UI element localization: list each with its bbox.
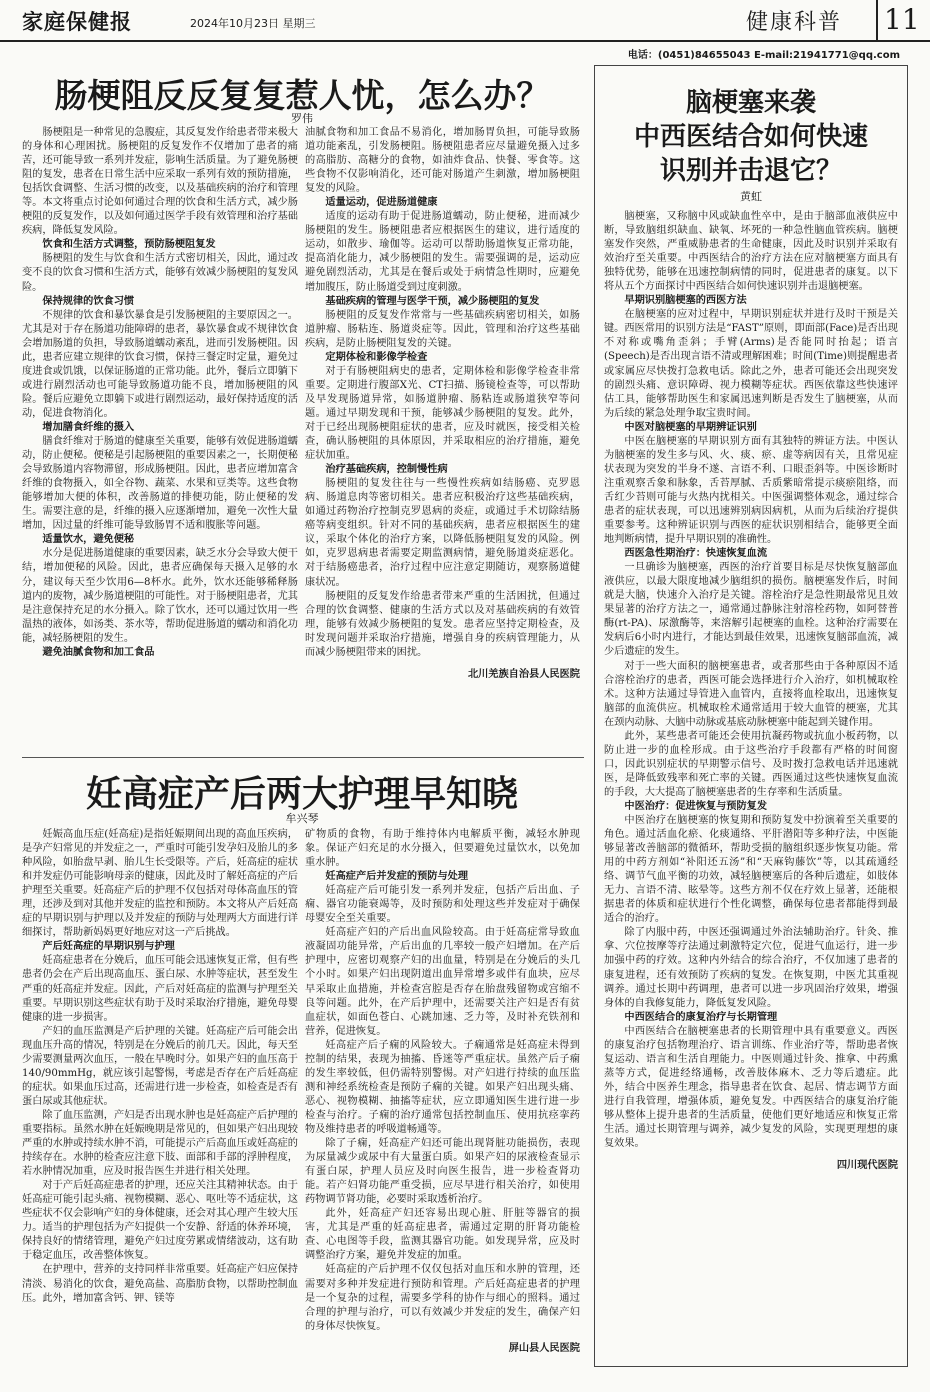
paragraph: 妊高症产后子痫的风险较大。子痫通常是妊高症未得到控制的结果，表现为抽搐、昏迷等严重症状。虽然产后子痫的发生率较低，但仍需特别警惕。对产妇进行持续的血压监测和神经系统检查是预防子痫的关键。如果产妇出现头痛、恶心、视物模糊、抽搐等症状，应立即通知医生进行进一步检查与治疗。子痫的治疗通常包括控制血压、使用抗痉挛药物及维持患者的呼吸道畅通等。 [305,1039,580,1135]
subheading: 早期识别脑梗塞的西医方法 [624,295,747,307]
contact-info: 电话：(0451)84655043 E-mail:21941771@qq.com [627,50,900,61]
page-number: 11 [876,0,920,40]
paragraph: 对于产后妊高症患者的护理，还应关注其精神状态。由于妊高症可能引起头痛、视物模糊、恶心、呕吐等不适症状，这些症状不仅会影响产妇的身体健康，还会对其心理产生较大压力。适当的护理包括为产妇提供一个安静、舒适的休养环境，保持良好的情绪管理，避免产妇过度劳累或情绪波动，这有助于稳定血压，改善整体恢复。 [22,1180,298,1262]
paragraph: 不规律的饮食和暴饮暴食是引发肠梗阻的主要原因之一。尤其是对于存在肠道功能障碍的患者，暴饮暴食或不规律饮食会增加肠道的负担，导致肠道蠕动紊乱，进而引发肠梗阻。因此，患者应建立规律的饮食习惯，保持三餐定时定量，避免过度进食或饥饿，以保证肠道的正常功能。此外，餐后立即躺下或进行剧烈活动也可能导致肠道功能不良，增加肠梗阻的风险。餐后应避免立即躺下或进行剧烈运动，最好保持适度的活动，促进食物消化。 [22,309,298,419]
subheading: 适量饮水，避免便秘 [42,534,135,546]
article3-title-line-2: 中西医结合如何快速 [633,122,868,152]
subheading: 保持规律的饮食习惯 [42,295,135,307]
article3-title-line-3: 识别并击退它？ [659,156,842,186]
article2-title: 妊高症产后两大护理早知晓 [85,773,518,815]
paragraph: 油腻食物和加工食品不易消化，增加肠胃负担，可能导致肠道功能紊乱，引发肠梗阻。肠梗阻患者应尽量避免摄入过多的高脂肪、高糖分的食物，如油炸食品、快餐、零食等。这些食物不仅影响消化，还可能对肠道产生刺激，增加肠梗阻复发的风险。 [305,127,580,195]
article2-column-1 [22,828,298,1376]
subheading: 增加膳食纤维的摄入 [42,421,135,433]
paragraph: 此外，妊高症产妇还容易出现心脏、肝脏等器官的损害，尤其是严重的妊高症患者，需通过定期的肝肾功能检查、心电图等手段，监测其器官功能。如发现异常，应及时调整治疗方案，避免并发症的加重。 [305,1208,580,1262]
subheading: 妊高症产后并发症的预防与处理 [325,871,469,883]
article3-title-line-1: 脑梗塞来袭 [685,88,816,118]
subheading: 饮食和生活方式调整，预防肠梗阻复发 [42,239,216,251]
subheading: 中医治疗：促进恢复与预防复发 [624,800,768,812]
paragraph: 妊娠高血压症(妊高症)是指妊娠期间出现的高血压疾病，是孕产妇常见的并发症之一，严重时可能引发孕妇及胎儿的多种风险，如胎盘早剥、胎儿生长受限等。产后，妊高症的症状和并发症仍可能影响母亲的健康，因此及时了解妊高症的产后护理至关重要。妊高症产后的护理不仅包括对母体高血压的管理，还涉及到对其他并发症的监控和预防。本文将从产后妊高症的早期识别与护理以及并发症的预防与处理两大方面进行详细探讨，帮助新妈妈更好地应对这一产后挑战。 [22,829,298,939]
paragraph: 在护理中，营养的支持同样非常重要。妊高症产妇应保持清淡、易消化的饮食，避免高盐、高脂肪食物，以帮助控制血压。此外，增加富含钙、钾、镁等 [22,1264,298,1304]
subheading: 产后妊高症的早期识别与护理 [42,941,175,953]
article-divider [22,757,584,758]
paragraph: 适度的运动有助于促进肠道蠕动，防止便秘，进而减少肠梗阻的发生。肠梗阻患者应根据医生的建议，进行适度的运动，如散步、瑜伽等。运动可以帮助肠道恢复正常功能，提高消化能力，减少肠梗阻的发生。需要强调的是，运动应避免剧烈活动，尤其是在餐后或处于病情急性期时，应避免增加腹压，防止肠道受到过度刺激。 [305,211,580,293]
article3-author: 黄虹 [740,190,762,203]
paragraph: 除了内服中药，中医还强调通过外治法辅助治疗。针灸、推拿、穴位按摩等疗法通过刺激特定穴位，促进气血运行，进一步加强中药的疗效。这种内外结合的综合治疗，不仅加速了患者的康复进程，还有效预防了疾病的复发。在恢复期，中医尤其重视调养。通过长期中药调理，患者可以进一步巩固治疗效果，增强身体的自我修复能力，降低复发风险。 [604,927,898,1009]
article2-author: 牟兴琴 [285,812,319,825]
article2-column-2 [305,828,580,1376]
paragraph: 妊高症的产后护理不仅仅包括对血压和水肿的管理，还需要对多种并发症进行预防和管理。产后妊高症患者的护理是一个复杂的过程，需要多学科的协作与细心的照料。通过合理的护理与治疗，可以有效减少并发症的发生，确保产妇的身体尽快恢复。 [305,1264,580,1332]
issue-date: 2024年10月23日 星期三 [190,17,316,30]
paragraph: 肠梗阻的反复发作给患者带来严重的生活困扰，但通过合理的饮食调整、健康的生活方式以及对基础疾病的有效管理，能够有效减少肠梗阻的复发。患者应坚持定期检查，及时发现问题并采取治疗措施，增强自身的疾病管理能力，从而减少肠梗阻带来的困扰。 [305,590,580,658]
paragraph: 肠梗阻的发生与饮食和生活方式密切相关，因此，通过改变不良的饮食习惯和生活方式，能够有效减少肠梗阻的复发风险。 [22,253,298,293]
subheading: 西医急性期治疗：快速恢复血流 [624,548,768,560]
subheading: 治疗基础疾病，控制慢性病 [325,464,448,476]
article1-column-1 [22,126,298,742]
paragraph: 对于有肠梗阻病史的患者，定期体检和影像学检查非常重要。定期进行腹部X光、CT扫描、肠镜检查等，可以帮助及早发现肠道异常，如肠道肿瘤、肠粘连或肠道狭窄等问题。通过早期发现和干预，能够减少肠梗阻的复发。此外，对于已经出现肠梗阻症状的患者，应及时就医，接受相关检查，确认肠梗阻的具体原因，并采取相应的治疗措施，避免症状加重。 [305,365,580,462]
paragraph: 肠梗阻的反复发作常常与一些基础疾病密切相关，如肠道肿瘤、肠粘连、肠道炎症等。因此，管理和治疗这些基础疾病，是防止肠梗阻复发的关键。 [305,309,580,349]
paragraph: 妊高症产后可能引发一系列并发症，包括产后出血、子痫、器官功能衰竭等，及时预防和处理这些并发症对于确保母婴安全至关重要。 [305,885,580,925]
subheading: 避免油腻食物和加工食品 [42,646,155,658]
paragraph: 妊高症产妇的产后出血风险较高。由于妊高症常导致血液凝固功能异常，产后出血的几率较一般产妇增加。在产后护理中，应密切观察产妇的出血量，特别是在分娩后的头几个小时。如果产妇出现阴道出血异常增多或伴有血块，应尽早采取止血措施，并检查宫腔是否存在胎盘残留物或宫缩不良等问题。此外，在产后护理中，还需要关注产妇是否有贫血症状，如面色苍白、心跳加速、乏力等，及时补充铁剂和营养，促进恢复。 [305,927,580,1037]
article1-author: 罗伟 [291,112,313,125]
source-hospital: 四川现代医院 [836,1160,898,1172]
paragraph: 除了子痫，妊高症产妇还可能出现肾脏功能损伤，表现为尿量减少或尿中有大量蛋白质。如果产妇的尿液检查显示有蛋白尿，护理人员应及时向医生报告，进一步检查肾功能。若产妇肾功能严重受损，应尽早进行相关治疗，如使用药物调节肾功能，必要时采取透析治疗。 [305,1138,580,1206]
paragraph: 中医在脑梗塞的早期识别方面有其独特的辨证方法。中医认为脑梗塞的发生多与风、火、痰、瘀、虚等病因有关，且常见症状表现为突发的半身不遂、言语不利、口眼歪斜等。中医诊断时注重观察舌象和脉象，舌苔厚腻、舌质紫暗常提示痰瘀阻络，而舌红少苔则可能与火热内扰相关。中医强调整体观念，通过综合患者的症状表现，可以迅速辨别病因病机，从而为后续治疗提供重要参考。这种辨证识别与西医的症状识别相结合，能够更全面地判断病情，提升早期识别的准确性。 [604,435,898,546]
subheading: 定期体检和影像学检查 [325,351,428,363]
paragraph: 产妇的血压监测是产后护理的关键。妊高症产后可能会出现血压升高的情况，特别是在分娩后的前几天。因此，每天至少需要测量两次血压，一般在早晚时分。如果产妇的血压高于140/90mmHg，就应该引起警惕，考虑是否存在产后妊高症的症状。如果血压过高，还需进行进一步检查，如检查是否有蛋白尿或其他症状。 [22,1025,298,1107]
newspaper-name: 家庭保健报 [22,9,132,34]
section-name: 健康科普 [746,10,843,35]
masthead [0,0,930,42]
paragraph: 在脑梗塞的应对过程中，早期识别症状并进行及时干预是关键。西医常用的识别方法是“FAST”原则，即面部(Face)是否出现不对称或嘴角歪斜；手臂(Arms)是否能同时抬起；语言(Speech)是否出现言语不清或理解困难；时间(Time)则提醒患者或家属应尽快拨打急救电话。除此之外，患者可能还会出现突发的剧烈头痛、意识障碍、视力模糊等症状。西医依靠这些快速评估工具，能够帮助医生和家属迅速判断是否发生了脑梗塞，从而为后续的紧急处理争取宝贵时间。 [604,309,898,419]
paragraph: 中西医结合在脑梗塞患者的长期管理中具有重要意义。西医的康复治疗包括物理治疗、语言训练、作业治疗等，帮助患者恢复运动、语言和生活自理能力。中医则通过针灸、推拿、中药熏蒸等方式，促进经络通畅，改善肢体麻木、乏力等后遗症。此外，结合中医养生理念，指导患者在饮食、起居、情志调节方面进行自我管理，增强体质，避免复发。中西医结合的康复治疗能够从整体上提升患者的生活质量，使他们更好地适应和恢复正常生活。通过长期管理与调养，减少复发的风险，实现更理想的康复效果。 [604,1025,898,1150]
subheading: 中医对脑梗塞的早期辨证识别 [624,421,757,433]
paragraph: 肠梗阻的复发往往与一些慢性疾病如结肠癌、克罗恩病、肠道息肉等密切相关。患者应积极治疗这些基础疾病，如通过药物治疗控制克罗恩病的炎症，或通过手术切除结肠癌等病变组织。针对不同的基础疾病，患者应根据医生的建议，采取个体化的治疗方案，以降低肠梗阻复发的风险。例如，克罗恩病患者需要定期监测病情，避免肠道炎症恶化。对于结肠癌患者，治疗过程中应注意定期随访，观察肠道健康状况。 [305,478,580,588]
paragraph: 对于一些大面积的脑梗塞患者，或者那些由于各种原因不适合溶栓治疗的患者，西医可能会选择进行介入治疗，如机械取栓术。这种方法通过导管进入血管内，直接将血栓取出，迅速恢复脑部的血流供应。机械取栓术通常适用于较大血管的梗塞，尤其在颈内动脉、大脑中动脉或基底动脉梗塞中能起到关键作用。 [604,660,898,728]
subheading: 中西医结合的康复治疗与长期管理 [624,1011,778,1023]
article1-column-2 [305,126,580,750]
source-hospital: 屏山县人民医院 [508,1342,580,1354]
article1-title: 肠梗阻反反复复惹人忧，怎么办？ [54,76,550,115]
subheading: 适量运动，促进肠道健康 [325,197,438,209]
paragraph: 中医治疗在脑梗塞的恢复期和预防复发中扮演着至关重要的角色。通过活血化瘀、化痰通络、平肝潜阳等多种疗法，中医能够显著改善脑部的微循环，帮助受损的脑组织逐步恢复功能。常用的中药方剂如“补阳还五汤”和“天麻钩藤饮”等，以其疏通经络、调节气血平衡的功效，减轻脑梗塞后的各种后遗症，如肢体无力、言语不清、眩晕等。这些方剂不仅在疗效上显著，还能根据患者的体质和症状进行个性化调整，确保每位患者都能得到最适合的治疗。 [604,815,898,925]
article3-title [596,86,906,188]
paragraph: 除了血压监测，产妇是否出现水肿也是妊高症产后护理的重要指标。虽然水肿在妊娠晚期是常见的，但如果产妇出现较严重的水肿或持续水肿不消，可能提示产后高血压或妊高症的持续存在。水肿的检查应注意下肢、面部和手部的浮肿程度，若水肿情况加重，应及时报告医生并进行相关处理。 [22,1109,298,1178]
paragraph: 脑梗塞，又称脑中风或缺血性卒中，是由于脑部血液供应中断，导致脑组织缺血、缺氧、坏死的一种急性脑血管疾病。脑梗塞发作突然，严重威胁患者的生命健康，因此及时识别并采取有效治疗至关重要。中西医结合的治疗方法在应对脑梗塞方面具有独特优势，能够在迅速控制病情的同时，促进患者的康复。以下将从五个方面探讨中西医结合如何快速识别并击退脑梗塞。 [604,211,898,293]
article3-body [604,210,898,1360]
paragraph: 水分是促进肠道健康的重要因素，缺乏水分会导致大便干结，增加便秘的风险。因此，患者应确保每天摄入足够的水分，建议每天至少饮用6—8杯水。此外，饮水还能够稀释肠道内的废物，减少肠道梗阻的可能性。对于肠梗阻患者，尤其是注意保持充足的水分摄入。除了饮水，还可以通过饮用一些温热的液体，如汤类、茶水等，帮助促进肠道的蠕动和消化功能，减轻肠梗阻的发生。 [22,548,298,644]
paragraph: 肠梗阻是一种常见的急腹症，其反复发作给患者带来极大的身体和心理困扰。肠梗阻的反复发作不仅增加了患者的痛苦，还可能导致一系列并发症，影响生活质量。为了避免肠梗阻的复发，患者在日常生活中应采取一系列有效的预防措施，包括饮食调整、生活习惯的改变，以及基础疾病的治疗和管理等。本文将重点讨论如何通过合理的饮食和生活方式，减少肠梗阻的反复发作，以及如何通过医学手段有效管理和治疗基础疾病，降低复发风险。 [22,127,298,237]
paragraph: 矿物质的食物，有助于维持体内电解质平衡，减轻水肿现象。保证产妇充足的水分摄入，但要避免过量饮水，以免加重水肿。 [305,829,580,869]
paragraph: 此外，某些患者可能还会使用抗凝药物或抗血小板药物，以防止进一步的血栓形成。由于这些治疗手段都有严格的时间窗口，因此识别症状的早期警示信号、及时拨打急救电话并迅速就医，是降低致残率和死亡率的关键。西医通过这些快速恢复血流的手段，大大提高了脑梗塞患者的生存率和生活质量。 [604,730,898,798]
paragraph: 妊高症患者在分娩后，血压可能会迅速恢复正常，但有些患者仍会在产后出现高血压、蛋白尿、水肿等症状，甚至发生严重的妊高症并发症。因此，产后对妊高症的监测与护理至关重要。早期识别这些症状有助于及时采取治疗措施，避免母婴健康的进一步损害。 [22,955,298,1023]
subheading: 基础疾病的管理与医学干预，减少肠梗阻的复发 [325,295,540,307]
paragraph: 膳食纤维对于肠道的健康至关重要，能够有效促进肠道蠕动，防止便秘。便秘是引起肠梗阻的重要因素之一，长期便秘会导致肠道内容物滞留，形成肠梗阻。因此，患者应增加富含纤维的食物摄入，如全谷物、蔬菜、水果和豆类等。这些食物能够增加大便的体积，改善肠道的排便功能，防止便秘的发生。需要注意的是，纤维的摄入应逐渐增加，避免一次性大量增加，因过量的纤维可能导致肠胃不适和腹胀等问题。 [22,436,298,532]
source-hospital: 北川羌族自治县人民医院 [467,668,580,680]
paragraph: 一旦确诊为脑梗塞，西医的治疗首要目标是尽快恢复脑部血液供应，以最大限度地减少脑组织的损伤。脑梗塞发作后，时间就是大脑，快速介入治疗是关键。溶栓治疗是急性期最常见且效果显著的治疗方法之一，通常通过静脉注射溶栓药物，如阿替普酶(rt-PA)、尿激酶等，来溶解引起梗塞的血栓。这种治疗需要在发病后6小时内进行，才能达到最佳效果，迅速恢复脑部血流，减少后遗症的发生。 [604,562,898,658]
